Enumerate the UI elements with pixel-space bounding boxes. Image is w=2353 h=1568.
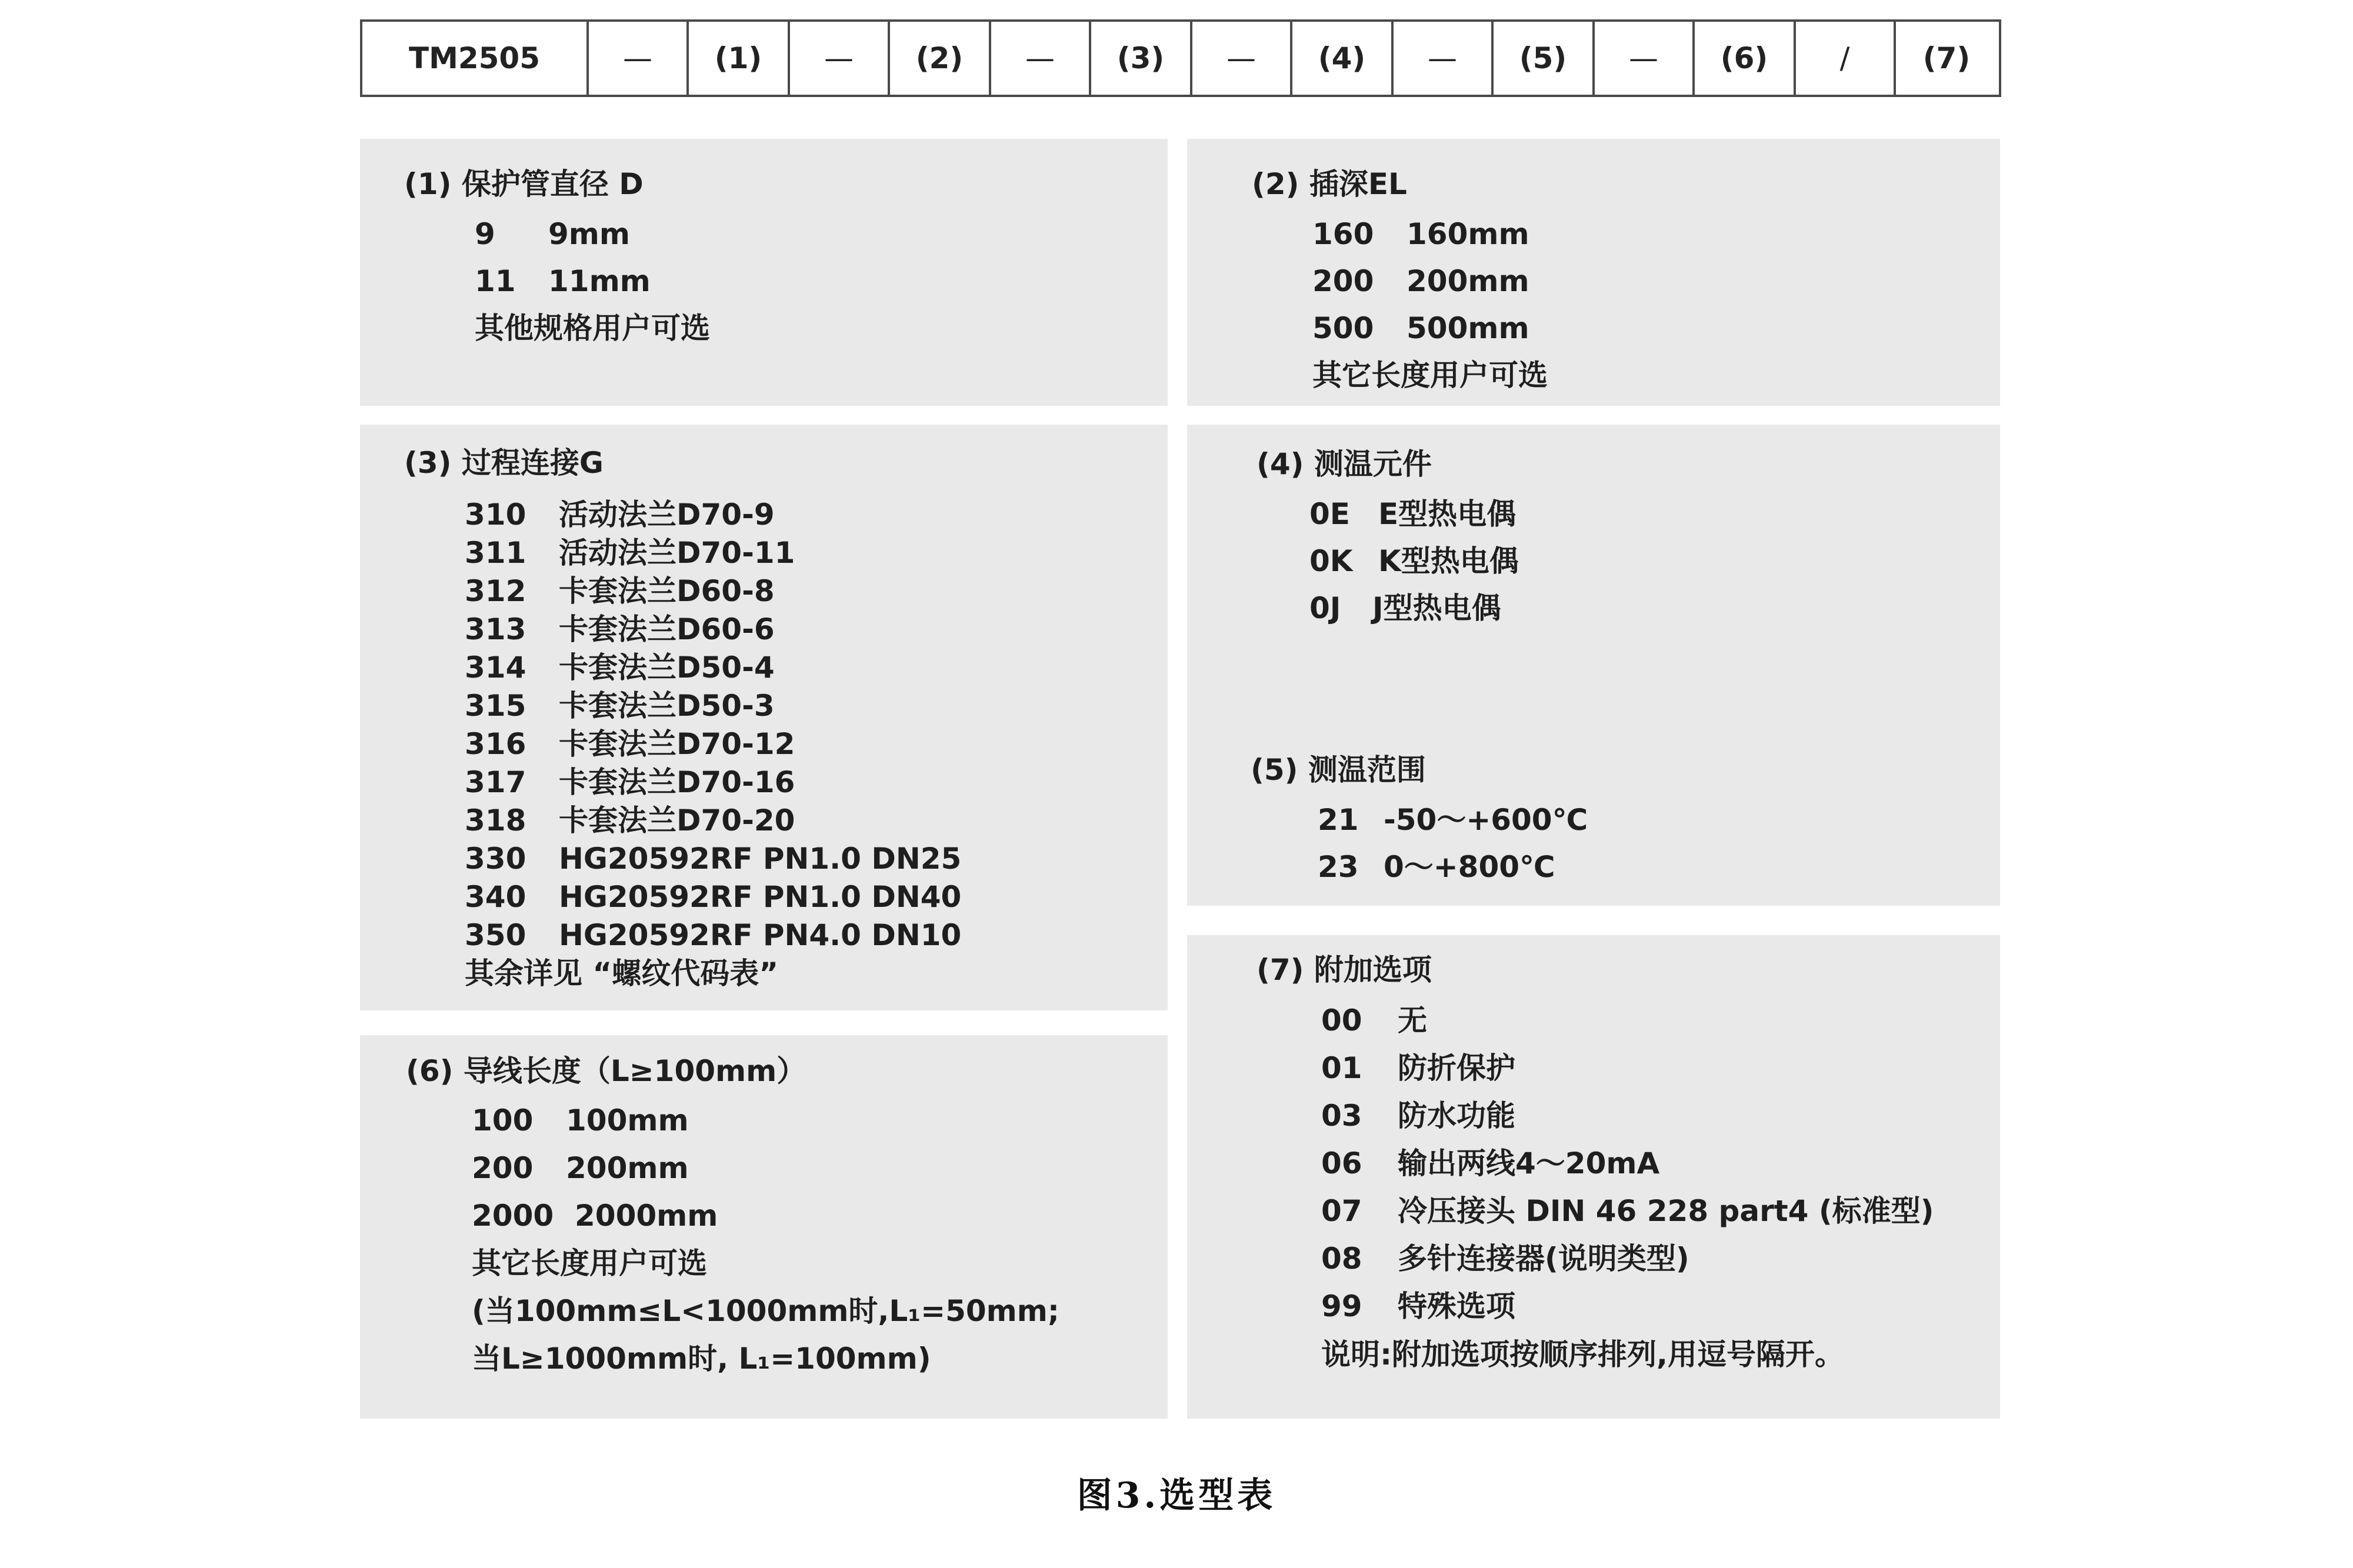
option-code: 0J <box>1309 591 1341 625</box>
slot-7-cell: (7) <box>1922 41 1971 75</box>
panel-note: 说明:附加选项按顺序排列,用逗号隔开。 <box>1321 1337 1844 1372</box>
panel-title: (3) 过程连接G <box>404 446 604 480</box>
order-code-strip <box>360 19 2001 97</box>
panel-title: (5) 测温范围 <box>1251 753 1426 787</box>
option-desc: E型热电偶 <box>1378 497 1517 531</box>
separator-cell: — <box>1394 22 1494 95</box>
panel-tube-diameter <box>360 139 1168 406</box>
option-desc: 11mm <box>548 264 651 298</box>
option-code: 500 <box>1312 311 1374 345</box>
option-desc: 活动法兰D70-9 <box>559 498 775 532</box>
option-row <box>465 538 795 568</box>
option-desc: 200mm <box>566 1151 689 1185</box>
option-row <box>1312 219 1529 249</box>
option-row <box>465 920 961 950</box>
option-code: 0K <box>1309 544 1353 578</box>
option-row <box>1312 313 1529 343</box>
panel-additional-options <box>1187 935 2000 1419</box>
separator-cell: — <box>991 22 1091 95</box>
option-desc: 冷压接头 DIN 46 228 part4 (标准型) <box>1398 1194 1934 1228</box>
panel-title: (2) 插深EL <box>1252 167 1407 201</box>
option-desc: J型热电偶 <box>1372 591 1501 625</box>
option-row <box>1309 499 1516 529</box>
panel-note: 其余详见 “螺纹代码表” <box>465 956 779 990</box>
figure-caption: 图3.选型表 <box>1076 1475 1277 1516</box>
option-code: 160 <box>1312 217 1374 251</box>
option-desc: 输出两线4～20mA <box>1398 1146 1660 1180</box>
option-code: 0E <box>1309 497 1350 531</box>
option-desc: 特殊选项 <box>1398 1289 1515 1323</box>
option-desc: 卡套法兰D70-20 <box>559 803 795 838</box>
slash-cell: / <box>1796 22 1896 95</box>
option-code: 07 <box>1321 1194 1362 1228</box>
option-row <box>1318 805 1588 835</box>
option-code: 00 <box>1321 1003 1362 1037</box>
option-row <box>465 612 775 646</box>
option-desc: 活动法兰D70-11 <box>559 536 795 570</box>
option-code: 316 <box>465 727 526 761</box>
panel-note: 其它长度用户可选 <box>472 1246 707 1280</box>
option-desc: 防折保护 <box>1398 1051 1515 1085</box>
panel-lead-length <box>360 1035 1168 1419</box>
option-desc: 100mm <box>566 1103 689 1137</box>
option-row <box>1312 266 1529 296</box>
option-row <box>1321 1242 1689 1276</box>
option-row <box>1321 1289 1515 1323</box>
option-code: 311 <box>465 536 526 570</box>
option-code: 340 <box>465 880 526 914</box>
separator-cell: — <box>589 22 689 95</box>
option-desc: 无 <box>1398 1003 1427 1037</box>
option-row <box>465 729 795 759</box>
option-desc: 0～+800℃ <box>1384 850 1555 884</box>
panel-note: 其他规格用户可选 <box>475 311 710 345</box>
option-desc: -50～+600℃ <box>1384 803 1588 837</box>
option-row <box>1321 1099 1515 1133</box>
option-desc: HG20592RF PN1.0 DN40 <box>559 880 962 914</box>
option-desc: 卡套法兰D50-3 <box>559 689 775 723</box>
option-code: 06 <box>1321 1146 1362 1180</box>
option-row <box>475 266 651 296</box>
option-desc: 卡套法兰D60-8 <box>559 574 775 608</box>
option-code: 21 <box>1318 803 1359 837</box>
option-row <box>1321 1196 1934 1226</box>
option-desc: 160mm <box>1407 217 1529 251</box>
option-row <box>465 650 775 685</box>
option-desc: 2000mm <box>575 1199 718 1233</box>
option-code: 310 <box>465 498 526 532</box>
option-desc: 卡套法兰D50-4 <box>559 650 775 685</box>
option-row <box>1309 593 1501 623</box>
option-row <box>465 882 961 912</box>
option-row <box>1321 1146 1660 1180</box>
option-code: 350 <box>465 918 526 952</box>
option-desc: HG20592RF PN1.0 DN25 <box>559 842 962 876</box>
option-code: 11 <box>475 264 516 298</box>
option-desc: 卡套法兰D60-6 <box>559 612 775 646</box>
separator-cell: — <box>790 22 890 95</box>
option-code: 08 <box>1321 1242 1362 1276</box>
option-row <box>1318 852 1555 882</box>
option-row <box>475 219 630 249</box>
panel-process-connection <box>360 425 1168 1010</box>
option-desc: 防水功能 <box>1398 1099 1515 1133</box>
option-row <box>465 498 775 532</box>
option-code: 200 <box>1312 264 1374 298</box>
option-code: 9 <box>475 217 495 251</box>
slot-2-cell: (2) <box>890 22 991 95</box>
panel-note: (当100mm≤L<1000mm时,L₁=50mm; <box>472 1294 1059 1328</box>
option-row <box>1321 1003 1427 1037</box>
panel-sensor-and-range <box>1187 425 2000 906</box>
option-code: 318 <box>465 803 526 838</box>
slot-5-cell: (5) <box>1494 22 1595 95</box>
option-row <box>465 765 795 799</box>
option-desc: 200mm <box>1407 264 1529 298</box>
separator-cell: — <box>1192 22 1292 95</box>
option-desc: HG20592RF PN4.0 DN10 <box>559 918 962 952</box>
option-row <box>465 689 775 723</box>
option-desc: 9mm <box>548 217 630 251</box>
option-desc: 多针连接器(说明类型) <box>1398 1242 1689 1276</box>
model-code-cell: TM2505 <box>362 22 589 95</box>
option-desc: K型热电偶 <box>1378 544 1519 578</box>
panel-title: (6) 导线长度（L≥100mm） <box>406 1054 806 1088</box>
option-row <box>1309 546 1519 576</box>
panel-title: (7) 附加选项 <box>1257 953 1432 987</box>
option-code: 03 <box>1321 1099 1362 1133</box>
option-code: 315 <box>465 689 526 723</box>
option-code: 01 <box>1321 1051 1362 1085</box>
slot-3-cell: (3) <box>1091 22 1192 95</box>
option-code: 23 <box>1318 850 1359 884</box>
option-code: 99 <box>1321 1289 1362 1323</box>
option-desc: 卡套法兰D70-12 <box>559 727 795 761</box>
option-code: 100 <box>472 1103 534 1137</box>
separator-cell: — <box>1595 22 1695 95</box>
option-row <box>472 1103 689 1137</box>
option-code: 317 <box>465 765 526 799</box>
slot-1-cell: (1) <box>689 22 790 95</box>
panel-note: 其它长度用户可选 <box>1312 358 1548 392</box>
panel-title: (4) 测温元件 <box>1257 447 1432 481</box>
panel-title: (1) 保护管直径 D <box>404 167 644 201</box>
option-row <box>1321 1053 1515 1083</box>
option-code: 312 <box>465 574 526 608</box>
option-code: 200 <box>472 1151 534 1185</box>
option-code: 330 <box>465 842 526 876</box>
option-row <box>472 1153 689 1183</box>
slot-4-cell: (4) <box>1292 22 1394 95</box>
option-row <box>465 803 795 838</box>
slot-6-cell: (6) <box>1695 22 1796 95</box>
option-code: 314 <box>465 650 526 685</box>
option-row <box>465 576 775 606</box>
option-code: 2000 <box>472 1199 554 1233</box>
option-row <box>472 1199 718 1233</box>
option-row <box>465 842 962 876</box>
panel-note: 当L≥1000mm时, L₁=100mm) <box>472 1342 931 1376</box>
panel-insertion-depth <box>1187 139 2000 406</box>
option-desc: 500mm <box>1407 311 1529 345</box>
option-code: 313 <box>465 612 526 646</box>
option-desc: 卡套法兰D70-16 <box>559 765 795 799</box>
